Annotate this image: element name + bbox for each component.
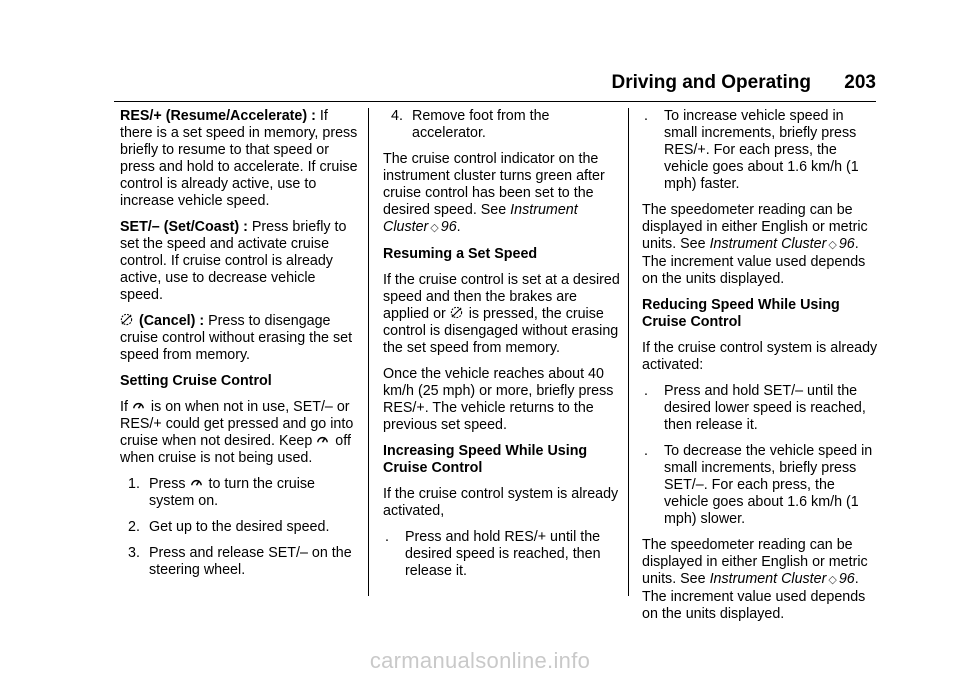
list-item-text: To decrease the vehicle speed in small increments, briefly press SET/–. For each press, the vehicle goes about 1.6 km/h (1 mph) slower. bbox=[664, 443, 873, 527]
resuming-paragraph bbox=[383, 272, 621, 357]
page-title: Driving and Operating bbox=[611, 72, 812, 93]
speedometer-text: The speedometer reading can be displayed in either English or metric units. See bbox=[642, 202, 868, 252]
column-1 bbox=[120, 108, 358, 588]
resuming-text-b: is pressed, the cruise control is disengaged without erasing the set speed from memory. bbox=[383, 306, 619, 356]
speedometer-end: . The increment value used depends on the units displayed. bbox=[642, 236, 866, 287]
page-ref[interactable]: 96 bbox=[838, 236, 855, 252]
header-rule bbox=[114, 101, 876, 102]
setting-text-c: off when cruise is not being used. bbox=[120, 433, 351, 466]
setting-paragraph bbox=[120, 399, 358, 467]
step-number: 3. bbox=[128, 545, 140, 561]
indicator-text: The cruise control indicator on the instrument cluster turns green after cruise control has been set to the desired speed. See bbox=[383, 151, 605, 218]
section-heading-increasing: Increasing Speed While Using Cruise Control bbox=[383, 443, 588, 476]
set-text: Press briefly to set the speed and activate cruise control. If cruise control is already active, use to decrease vehicle speed. bbox=[120, 219, 347, 303]
cruise-control-icon bbox=[132, 399, 145, 412]
set-label: SET/– (Set/Coast) : bbox=[120, 219, 248, 235]
instrument-cluster-link[interactable]: Instrument Cluster bbox=[709, 236, 827, 252]
step-4 bbox=[391, 108, 621, 142]
setting-text-b: is on when not in use, SET/– or RES/+ could get pressed and go into cruise when not desired. Keep bbox=[120, 399, 354, 449]
step-2 bbox=[128, 519, 358, 536]
page-ref-icon: ◇ bbox=[828, 574, 837, 586]
column-divider bbox=[628, 108, 629, 596]
step-1-text-a: Press bbox=[149, 476, 190, 492]
step-text bbox=[149, 476, 358, 510]
step-1-text-b: to turn the cruise system on. bbox=[149, 476, 315, 509]
section-heading-setting: Setting Cruise Control bbox=[120, 373, 272, 389]
indicator-end: . bbox=[456, 219, 461, 235]
list-item bbox=[642, 108, 880, 193]
step-text: Press and release SET/– on the steering wheel. bbox=[149, 545, 352, 578]
cruise-control-icon bbox=[316, 433, 329, 446]
cancel-text: Press to disengage cruise control without erasing the set speed from memory. bbox=[120, 313, 353, 363]
page-number: 203 bbox=[844, 72, 876, 93]
cancel-paragraph bbox=[120, 313, 358, 364]
speedometer-paragraph bbox=[642, 202, 880, 288]
indicator-paragraph bbox=[383, 151, 621, 237]
cancel-icon bbox=[120, 313, 133, 326]
bullet: . bbox=[644, 108, 648, 124]
section-heading-reducing: Reducing Speed While Using Cruise Control bbox=[642, 297, 840, 330]
step-text: Get up to the desired speed. bbox=[149, 519, 330, 535]
list-item-text: To increase vehicle speed in small increments, briefly press RES/+. For each press, the vehicle goes about 1.6 km/h (1 mph) faster. bbox=[664, 108, 859, 192]
list-item bbox=[383, 529, 621, 580]
res-text: If there is a set speed in memory, press briefly to resume to that speed or press and hold to accelerate. If cruise control is already active, use to increase vehicle speed. bbox=[120, 108, 358, 209]
step-number: 4. bbox=[391, 108, 403, 124]
speedometer-end-2: . The increment value used depends on the units displayed. bbox=[642, 571, 866, 622]
bullet: . bbox=[644, 383, 648, 399]
resuming-text-a: If the cruise control is set at a desired speed and then the brakes are applied or bbox=[383, 272, 620, 322]
instrument-cluster-link[interactable]: Instrument Cluster bbox=[709, 571, 827, 587]
cruise-control-icon bbox=[190, 476, 203, 489]
column-divider bbox=[368, 108, 369, 596]
bullet: . bbox=[644, 443, 648, 459]
instrument-cluster-link[interactable]: Instrument Cluster bbox=[383, 202, 578, 235]
step-1 bbox=[128, 476, 358, 510]
speedometer-text-2: The speedometer reading can be displayed in either English or metric units. See bbox=[642, 537, 868, 587]
bullet: . bbox=[385, 529, 389, 545]
column-2 bbox=[383, 108, 621, 589]
step-3 bbox=[128, 545, 358, 579]
list-item bbox=[642, 443, 880, 528]
page-ref-icon: ◇ bbox=[828, 239, 837, 251]
step-number: 1. bbox=[128, 476, 140, 492]
cancel-label: (Cancel) : bbox=[135, 313, 205, 329]
watermark: carmanualsonline.info bbox=[369, 648, 591, 673]
reaches-paragraph: Once the vehicle reaches about 40 km/h (25 mph) or more, briefly press RES/+. The vehicle returns to the previous set speed. bbox=[383, 366, 614, 433]
step-number: 2. bbox=[128, 519, 140, 535]
section-heading-resuming: Resuming a Set Speed bbox=[383, 246, 538, 262]
page-ref-icon: ◇ bbox=[430, 222, 439, 234]
setting-text-a: If bbox=[120, 399, 132, 415]
page-header bbox=[611, 72, 876, 94]
step-text: Remove foot from the accelerator. bbox=[412, 108, 550, 141]
list-item-text: Press and hold SET/– until the desired lower speed is reached, then release it. bbox=[664, 383, 866, 433]
column-3 bbox=[642, 108, 880, 632]
res-label: RES/+ (Resume/Accelerate) : bbox=[120, 108, 316, 124]
increasing-paragraph: If the cruise control system is already activated, bbox=[383, 486, 619, 519]
speedometer-paragraph-2 bbox=[642, 537, 880, 623]
page-ref[interactable]: 96 bbox=[838, 571, 855, 587]
page-ref[interactable]: 96 bbox=[440, 219, 457, 235]
reducing-paragraph: If the cruise control system is already activated: bbox=[642, 340, 878, 373]
list-item bbox=[642, 383, 880, 434]
list-item-text: Press and hold RES/+ until the desired speed is reached, then release it. bbox=[405, 529, 601, 579]
cancel-icon bbox=[450, 306, 463, 319]
set-paragraph bbox=[120, 219, 358, 304]
res-paragraph bbox=[120, 108, 358, 210]
